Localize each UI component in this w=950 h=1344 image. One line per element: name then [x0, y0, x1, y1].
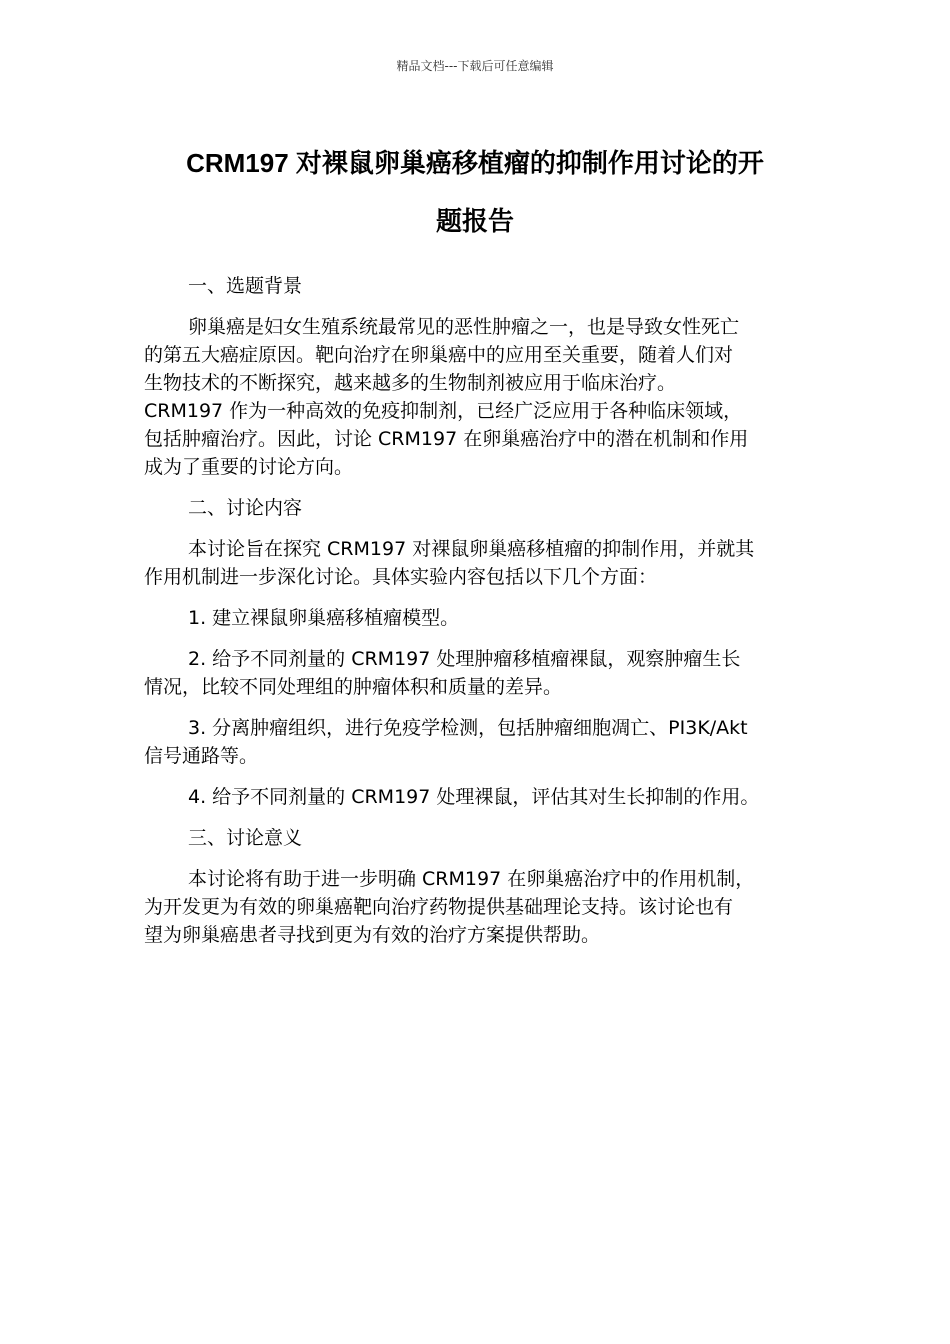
text-line: 3. 分离肿瘤组织，进行免疫学检测，包括肿瘤细胞凋亡、PI3K/Akt	[188, 717, 748, 739]
list-item	[144, 604, 804, 632]
text-line: CRM197 作为一种高效的免疫抑制剂，已经广泛应用于各种临床领域，	[144, 400, 743, 422]
text-line: 成为了重要的讨论方向。	[144, 456, 354, 478]
text-line: 4. 给予不同剂量的 CRM197 处理裸鼠，评估其对生长抑制的作用。	[188, 786, 760, 808]
text-line: 本讨论旨在探究 CRM197 对裸鼠卵巢癌移植瘤的抑制作用，并就其	[188, 538, 755, 560]
list-item	[144, 783, 804, 811]
title-line-2: 题报告	[435, 206, 514, 236]
list-item	[144, 645, 804, 701]
paragraph-significance	[144, 865, 804, 949]
text-line: 作用机制进一步深化讨论。具体实验内容包括以下几个方面：	[144, 566, 658, 588]
text-line: 情况，比较不同处理组的肿瘤体积和质量的差异。	[144, 676, 563, 698]
title-line-1: CRM197 对裸鼠卵巢癌移植瘤的抑制作用讨论的开	[186, 148, 764, 178]
text-line: 2. 给予不同剂量的 CRM197 处理肿瘤移植瘤裸鼠，观察肿瘤生长	[188, 648, 741, 670]
paragraph-background	[144, 313, 804, 481]
text-line: 的第五大癌症原因。靶向治疗在卵巢癌中的应用至关重要，随着人们对	[144, 344, 734, 366]
text-line: 1. 建立裸鼠卵巢癌移植瘤模型。	[188, 607, 460, 629]
section-heading-content: 二、讨论内容	[188, 497, 303, 519]
text-line: 信号通路等。	[144, 745, 259, 767]
text-line: 望为卵巢癌患者寻找到更为有效的治疗方案提供帮助。	[144, 924, 601, 946]
list-item	[144, 714, 804, 770]
text-line: 为开发更为有效的卵巢癌靶向治疗药物提供基础理论支持。该讨论也有	[144, 896, 734, 918]
page-header: 精品文档---下载后可任意编辑	[396, 59, 554, 73]
section-heading-background: 一、选题背景	[188, 275, 303, 297]
text-line: 包括肿瘤治疗。因此，讨论 CRM197 在卵巢癌治疗中的潜在机制和作用	[144, 428, 749, 450]
document-title	[140, 134, 810, 250]
text-line: 生物技术的不断探究，越来越多的生物制剂被应用于临床治疗。	[144, 372, 677, 394]
text-line: 卵巢癌是妇女生殖系统最常见的恶性肿瘤之一，也是导致女性死亡	[188, 316, 740, 338]
text-line: 本讨论将有助于进一步明确 CRM197 在卵巢癌治疗中的作用机制，	[188, 868, 755, 890]
section-heading-significance: 三、讨论意义	[188, 827, 303, 849]
document-body	[144, 272, 804, 949]
paragraph-content-intro	[144, 535, 804, 591]
